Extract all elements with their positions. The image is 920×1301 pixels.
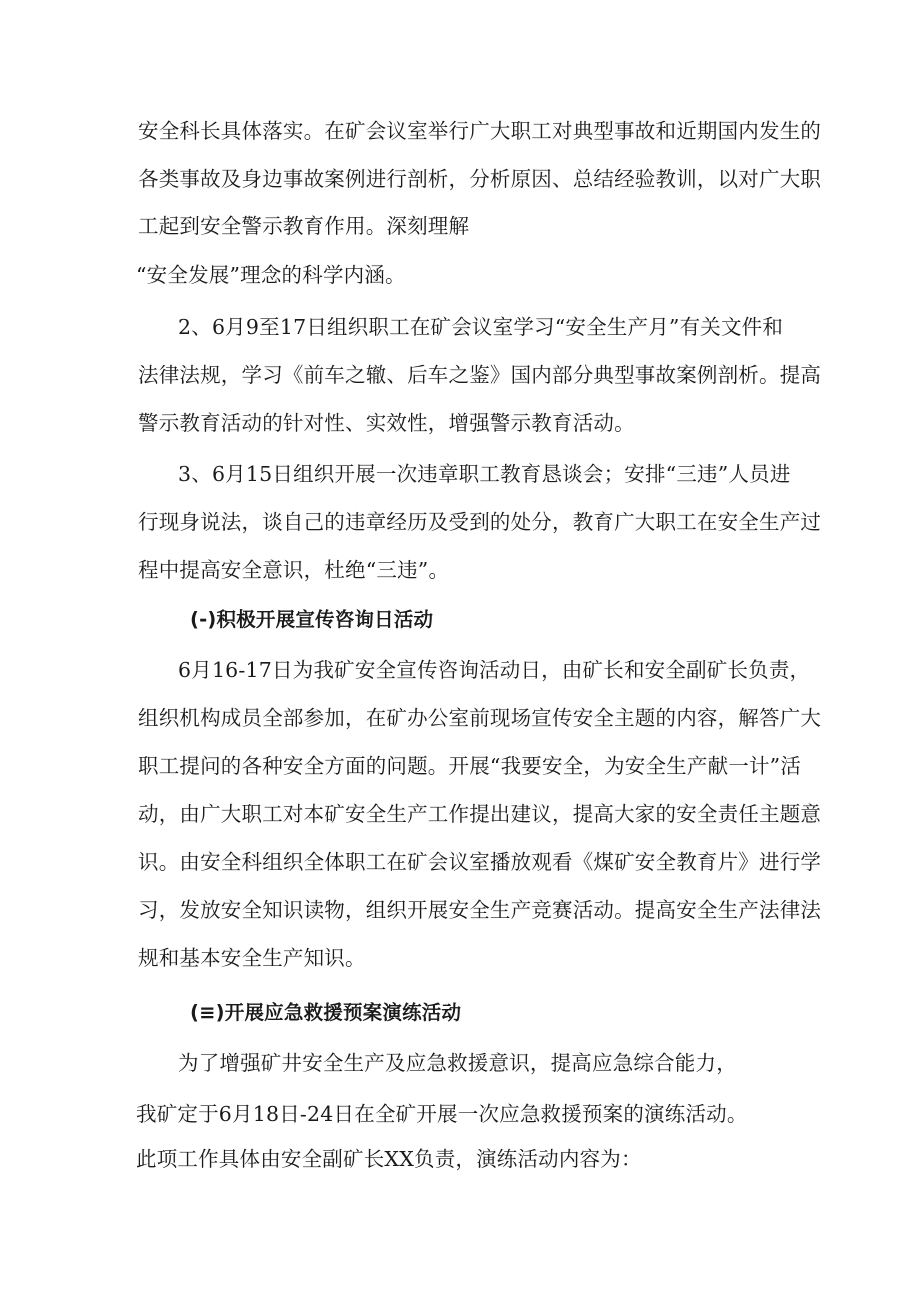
- paragraph-line: 我矿定于6月18日-24日在全矿开展一次应急救援预案的演练活动。: [136, 1102, 748, 1126]
- paragraph-line: 警示教育活动的针对性、实效性，增强警示教育活动。: [138, 411, 635, 435]
- paragraph-line: 识。由安全科组织全体职工在矿会议室播放观看《煤矿安全教育片》进行学: [138, 850, 822, 874]
- paragraph-line: 习，发放安全知识读物，组织开展安全生产竞赛活动。提高安全生产法律法: [138, 898, 822, 922]
- paragraph-line: 动，由广大职工对本矿安全生产工作提出建议，提高大家的安全责任主题意: [138, 802, 822, 826]
- section-heading: (-)积极开展宣传咨询日活动: [190, 608, 434, 631]
- paragraph-line: 组织机构成员全部参加，在矿办公室前现场宣传安全主题的内容，解答广大: [138, 706, 822, 730]
- paragraph-line: 各类事故及身边事故案例进行剖析，分析原因、总结经验教训，以对广大职: [138, 167, 822, 191]
- paragraph-line: 为了增强矿井安全生产及应急救援意识，提高应急综合能力，: [178, 1051, 737, 1075]
- paragraph-line: 安全科长具体落实。在矿会议室举行广大职工对典型事故和近期国内发生的: [138, 119, 822, 143]
- paragraph-line: 6月16-17日为我矿安全宣传咨询活动日，由矿长和安全副矿长负责，: [178, 658, 811, 682]
- paragraph-line: 行现身说法，谈自己的违章经历及受到的处分，教育广大职工在安全生产过: [138, 510, 822, 534]
- paragraph-line: “安全发展”理念的科学内涵。: [136, 263, 406, 287]
- paragraph-line: 此项工作具体由安全副矿长XX负责，演练活动内容为：: [136, 1147, 642, 1171]
- paragraph-line: 职工提问的各种安全方面的问题。开展“我要安全，为安全生产献一计”活: [138, 754, 802, 778]
- section-heading: (≡)开展应急救援预案演练活动: [190, 1001, 462, 1024]
- paragraph-line: 工起到安全警示教育作用。深刻理解: [138, 214, 470, 238]
- paragraph-line: 2、6月9至17日组织职工在矿会议室学习“安全生产月”有关文件和: [178, 315, 784, 339]
- paragraph-line: 程中提高安全意识，杜绝“三违”。: [138, 558, 450, 582]
- paragraph-line: 规和基本安全生产知识。: [138, 946, 366, 970]
- paragraph-line: 法律法规，学习《前车之辙、后车之鉴》国内部分典型事故案例剖析。提高: [138, 363, 822, 387]
- paragraph-line: 3、6月15日组织开展一次违章职工教育恳谈会；安排“三违”人员进: [178, 462, 791, 486]
